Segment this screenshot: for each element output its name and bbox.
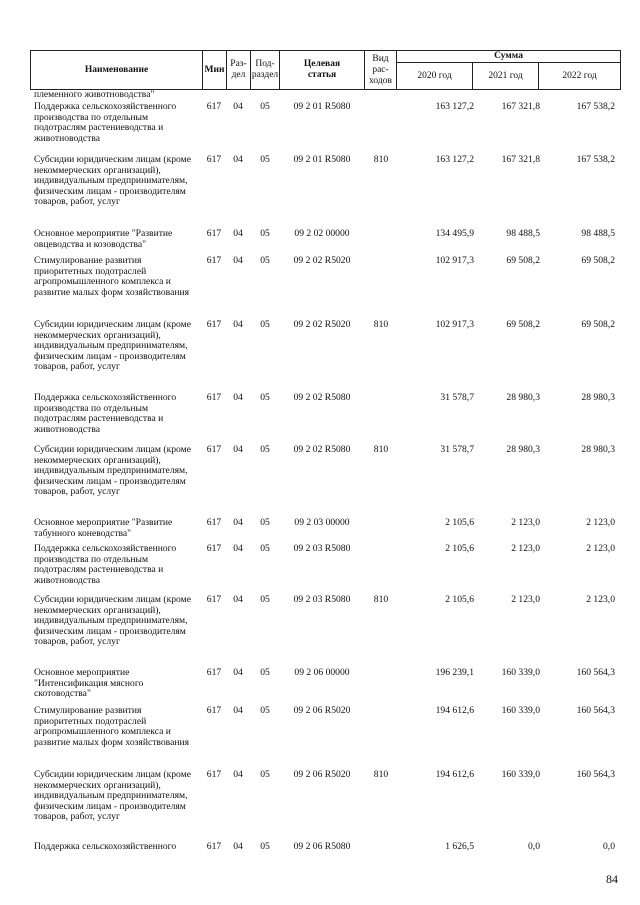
row-cell-y3: 0,0 (603, 841, 615, 852)
row-cell-y1: 31 578,7 (440, 392, 474, 403)
row-cell-y3: 98 488,5 (581, 228, 615, 239)
row-cell-y3: 167 538,2 (576, 154, 615, 165)
row-cell-cs: 09 2 06 R5020 (293, 769, 351, 780)
row-cell-cs: 09 2 02 R5020 (293, 319, 351, 330)
row-name: Поддержка сельскохозяйственного производства по отдельным подотраслям растениеводства и животноводства (34, 543, 177, 586)
row-name: Субсидии юридическим лицам (кроме некоммерческих организаций), индивидуальным предпринимателям, физическим лицам - производителям товаров, работ, услуг (34, 154, 191, 208)
row-cell-pr: 05 (260, 594, 270, 605)
header-subsection: Под- раздел (251, 51, 280, 90)
row-cell-y3: 160 564,3 (576, 705, 615, 716)
row-cell-y2: 160 339,0 (501, 705, 540, 716)
row-name: Субсидии юридическим лицам (кроме некоммерческих организаций), индивидуальным предпринимателям, физическим лицам - производителям товаров, работ, услуг (34, 319, 191, 373)
row-cell-y3: 160 564,3 (576, 667, 615, 678)
row-cell-pr: 05 (260, 319, 270, 330)
row-cell-cs: 09 2 06 R5080 (293, 841, 351, 852)
table-row (30, 90, 620, 101)
row-cell-y1: 194 612,6 (435, 769, 474, 780)
header-sum: Сумма (397, 51, 621, 63)
row-cell-y3: 2 123,0 (586, 543, 615, 554)
row-cell-y2: 160 339,0 (501, 769, 540, 780)
row-cell-min: 617 (206, 667, 222, 678)
row-cell-cs: 09 2 03 R5080 (293, 594, 351, 605)
row-cell-y2: 2 123,0 (511, 543, 540, 554)
row-cell-y2: 160 339,0 (501, 667, 540, 678)
table-row (30, 102, 620, 144)
table-row (30, 229, 620, 250)
row-cell-rz: 04 (233, 841, 243, 852)
row-cell-y1: 2 105,6 (445, 594, 474, 605)
row-cell-min: 617 (206, 444, 222, 455)
row-name: Стимулирование развития приоритетных подотраслей агропромышленного комплекса и развитие малых форм хозяйствования (34, 255, 190, 298)
row-cell-rz: 04 (233, 255, 243, 266)
page-number: 84 (606, 872, 618, 886)
row-cell-cs: 09 2 01 R5080 (293, 154, 351, 165)
row-cell-pr: 05 (260, 667, 270, 678)
row-cell-rz: 04 (233, 154, 243, 165)
row-name: Стимулирование развития приоритетных подотраслей агропромышленного комплекса и развитие малых форм хозяйствования (34, 705, 190, 748)
row-cell-y2: 98 488,5 (506, 228, 540, 239)
row-cell-pr: 05 (260, 392, 270, 403)
row-cell-rz: 04 (233, 392, 243, 403)
row-cell-y1: 163 127,2 (435, 154, 474, 165)
row-cell-y2: 28 980,3 (506, 392, 540, 403)
row-cell-min: 617 (206, 594, 222, 605)
row-cell-min: 617 (206, 769, 222, 780)
row-cell-rz: 04 (233, 517, 243, 528)
row-cell-cs: 09 2 03 R5080 (293, 543, 351, 554)
row-cell-pr: 05 (260, 255, 270, 266)
row-cell-y2: 167 321,8 (501, 154, 540, 165)
row-cell-y1: 31 578,7 (440, 444, 474, 455)
row-cell-min: 617 (206, 517, 222, 528)
row-cell-y3: 2 123,0 (586, 517, 615, 528)
row-cell-rz: 04 (233, 594, 243, 605)
row-cell-cs: 09 2 02 R5080 (293, 392, 351, 403)
row-cell-rz: 04 (233, 319, 243, 330)
row-cell-pr: 05 (260, 543, 270, 554)
row-cell-cs: 09 2 01 R5080 (293, 101, 351, 112)
row-name: Субсидии юридическим лицам (кроме некоммерческих организаций), индивидуальным предпринимателям, физическим лицам - производителям товаров, работ, услуг (34, 769, 191, 823)
row-cell-min: 617 (206, 255, 222, 266)
row-cell-y3: 28 980,3 (581, 392, 615, 403)
row-cell-min: 617 (206, 319, 222, 330)
row-cell-cs: 09 2 02 R5080 (293, 444, 351, 455)
row-cell-pr: 05 (260, 769, 270, 780)
row-cell-y3: 28 980,3 (581, 444, 615, 455)
row-cell-y1: 163 127,2 (435, 101, 474, 112)
row-cell-y2: 69 508,2 (506, 255, 540, 266)
row-cell-pr: 05 (260, 517, 270, 528)
row-cell-pr: 05 (260, 101, 270, 112)
row-name: Поддержка сельскохозяйственного производства по отдельным подотраслям растениеводства и животноводства (34, 392, 177, 435)
table-row (30, 668, 620, 700)
row-cell-pr: 05 (260, 154, 270, 165)
row-cell-y3: 69 508,2 (581, 255, 615, 266)
row-cell-cs: 09 2 06 R5020 (293, 705, 351, 716)
row-cell-y1: 2 105,6 (445, 517, 474, 528)
row-cell-y1: 102 917,3 (435, 255, 474, 266)
row-cell-cs: 09 2 02 R5020 (293, 255, 351, 266)
row-name: Субсидии юридическим лицам (кроме некоммерческих организаций), индивидуальным предпринимателям, физическим лицам - производителям товаров, работ, услуг (34, 444, 191, 498)
row-cell-cs: 09 2 02 00000 (294, 228, 350, 239)
header-year-2021: 2021 год (473, 63, 539, 90)
row-cell-vr: 810 (373, 444, 389, 455)
header-ministry: Мин (203, 51, 227, 90)
row-cell-pr: 05 (260, 228, 270, 239)
row-cell-y1: 102 917,3 (435, 319, 474, 330)
row-cell-y1: 194 612,6 (435, 705, 474, 716)
table-row (30, 256, 620, 298)
row-cell-pr: 05 (260, 444, 270, 455)
header-name: Наименование (31, 51, 203, 90)
row-name: Основное мероприятие "Развитие овцеводства и козоводства" (34, 228, 173, 250)
row-cell-pr: 05 (260, 705, 270, 716)
table-row (30, 320, 620, 373)
table-row (30, 842, 620, 853)
row-cell-min: 617 (206, 392, 222, 403)
row-cell-vr: 810 (373, 594, 389, 605)
header-year-2022: 2022 год (539, 63, 621, 90)
row-cell-y2: 2 123,0 (511, 594, 540, 605)
row-cell-vr: 810 (373, 154, 389, 165)
row-cell-pr: 05 (260, 841, 270, 852)
row-cell-y3: 69 508,2 (581, 319, 615, 330)
row-cell-y1: 1 626,5 (445, 841, 474, 852)
table-row (30, 770, 620, 823)
table-row (30, 544, 620, 586)
row-cell-y2: 167 321,8 (501, 101, 540, 112)
row-cell-y2: 0,0 (528, 841, 540, 852)
row-cell-cs: 09 2 03 00000 (294, 517, 350, 528)
row-cell-rz: 04 (233, 667, 243, 678)
table-row (30, 595, 620, 648)
row-name: Поддержка сельскохозяйственного (34, 841, 177, 852)
table-header (30, 50, 621, 90)
row-cell-rz: 04 (233, 769, 243, 780)
table-row (30, 445, 620, 498)
row-cell-y2: 69 508,2 (506, 319, 540, 330)
row-cell-rz: 04 (233, 444, 243, 455)
header-section: Раз- дел (227, 51, 251, 90)
row-name: Поддержка сельскохозяйственного производства по отдельным подотраслям растениеводства и животноводства (34, 101, 177, 144)
row-cell-rz: 04 (233, 101, 243, 112)
row-cell-y3: 167 538,2 (576, 101, 615, 112)
row-cell-y1: 2 105,6 (445, 543, 474, 554)
row-cell-rz: 04 (233, 543, 243, 554)
row-cell-min: 617 (206, 705, 222, 716)
row-name: племенного животноводства" (34, 89, 155, 100)
table-row (30, 518, 620, 539)
row-cell-vr: 810 (373, 769, 389, 780)
row-name: Основное мероприятие "Развитие табунного коневодства" (34, 517, 173, 539)
row-name: Основное мероприятие "Интенсификация мясного скотоводства" (34, 667, 144, 700)
row-name: Субсидии юридическим лицам (кроме некоммерческих организаций), индивидуальным предпринимателям, физическим лицам - производителям товаров, работ, услуг (34, 594, 191, 648)
table-row (30, 706, 620, 748)
header-target-article: Целевая статья (280, 51, 365, 90)
row-cell-rz: 04 (233, 705, 243, 716)
row-cell-y3: 2 123,0 (586, 594, 615, 605)
row-cell-y1: 196 239,1 (435, 667, 474, 678)
table-row (30, 155, 620, 208)
row-cell-vr: 810 (373, 319, 389, 330)
row-cell-cs: 09 2 06 00000 (294, 667, 350, 678)
row-cell-y3: 160 564,3 (576, 769, 615, 780)
table-row (30, 393, 620, 435)
row-cell-min: 617 (206, 841, 222, 852)
row-cell-min: 617 (206, 228, 222, 239)
row-cell-y2: 2 123,0 (511, 517, 540, 528)
row-cell-min: 617 (206, 154, 222, 165)
header-year-2020: 2020 год (397, 63, 473, 90)
row-cell-y1: 134 495,9 (435, 228, 474, 239)
row-cell-min: 617 (206, 101, 222, 112)
header-expense-type: Вид рас- ходов (365, 51, 397, 90)
row-cell-rz: 04 (233, 228, 243, 239)
row-cell-min: 617 (206, 543, 222, 554)
row-cell-y2: 28 980,3 (506, 444, 540, 455)
